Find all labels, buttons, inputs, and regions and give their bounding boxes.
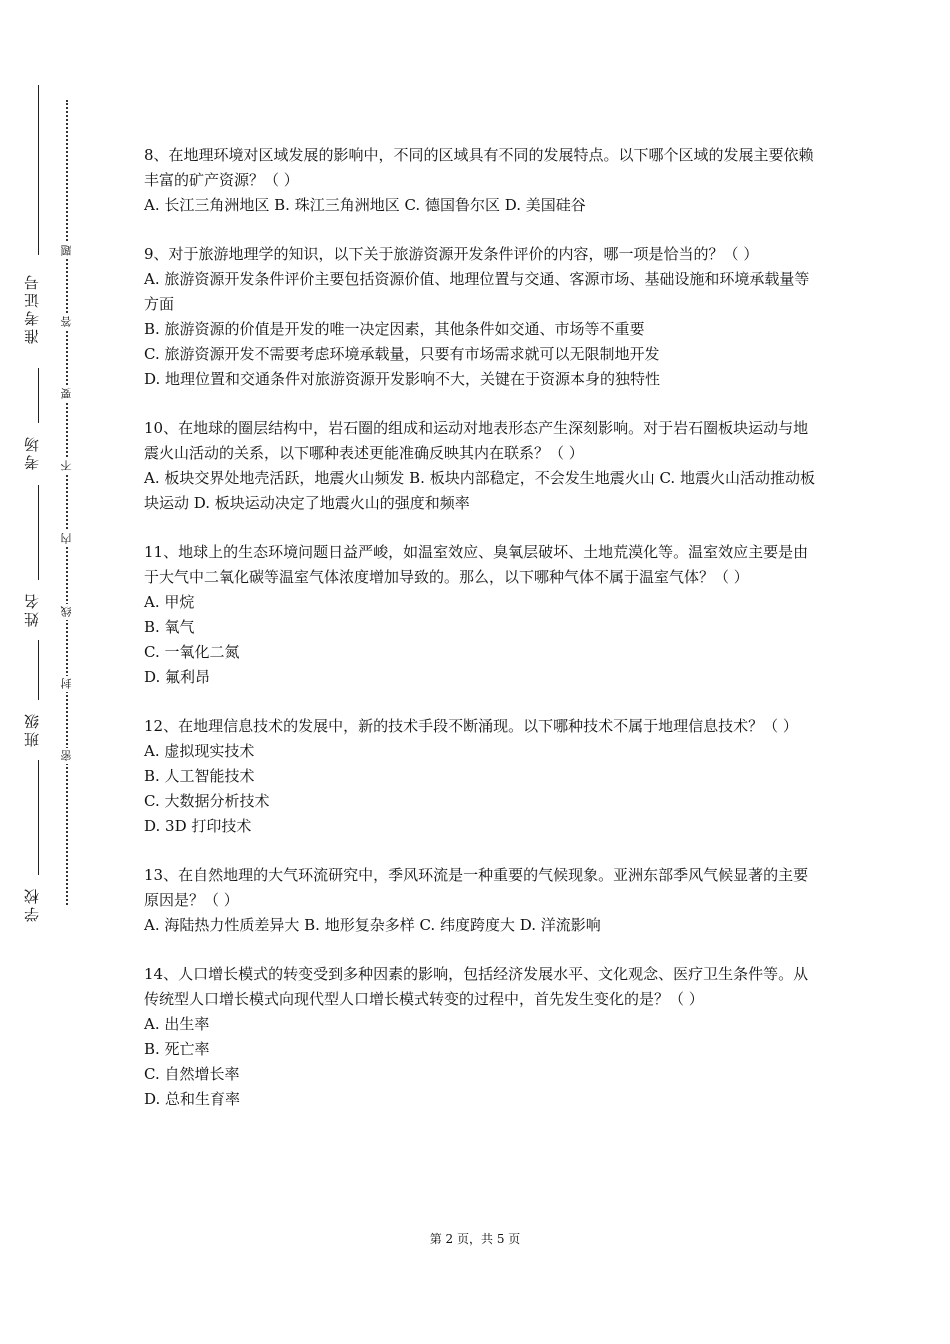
seal-char: 不 [59, 458, 73, 474]
option-text: A. 长江三角洲地区 B. 珠江三角洲地区 C. 德国鲁尔区 D. 美国硅谷 [144, 196, 586, 214]
school-field [22, 760, 44, 930]
option-b: B. 死亡率 [144, 1040, 210, 1058]
seal-char: 要 [59, 386, 73, 402]
option-d: D. 地理位置和交通条件对旅游资源开发影响不大，关键在于资源本身的独特性 [144, 370, 661, 388]
seal-char: 内 [59, 531, 73, 547]
option-a: A. 旅游资源开发条件评价主要包括资源价值、地理位置与交通、客源市场、基础设施和环境承载量等方面 [144, 270, 810, 313]
seal-char: 答 [59, 314, 73, 330]
name-line [38, 485, 39, 580]
seal-char: 密 [59, 748, 73, 764]
question-options [144, 193, 816, 218]
exam-id-field [22, 85, 44, 363]
question-stem: 12、在地理信息技术的发展中，新的技术手段不断涌现。以下哪种技术不属于地理信息技术？（ ） [144, 717, 798, 735]
option-a: A. 甲烷 [144, 593, 195, 611]
question-options [144, 267, 816, 392]
class-label: 班级 [23, 711, 41, 747]
room-field [22, 368, 44, 478]
seal-char: 线 [59, 604, 73, 620]
exam-id-line [38, 85, 39, 255]
page-number: 第 2 页，共 5 页 [429, 1232, 521, 1246]
option-text: A. 海陆热力性质差异大 B. 地形复杂多样 C. 纬度跨度大 D. 洋流影响 [144, 916, 601, 934]
room-label: 考场 [23, 434, 41, 470]
question-item [144, 143, 816, 218]
binding-strip [0, 0, 90, 1344]
question-stem: 11、地球上的生态环境问题日益严峻，如温室效应、臭氧层破坏、土地荒漠化等。温室效应主要是由于大气中二氧化碳等温室气体浓度增加导致的。那么，以下哪种气体不属于温室气体？（ ） [144, 543, 809, 586]
option-c: C. 大数据分析技术 [144, 792, 270, 810]
option-d: D. 3D 打印技术 [144, 817, 252, 835]
question-stem: 9、对于旅游地理学的知识，以下关于旅游资源开发条件评价的内容，哪一项是恰当的？（ ） [144, 245, 759, 263]
question-item [144, 714, 816, 839]
option-a: A. 出生率 [144, 1015, 210, 1033]
question-item [144, 242, 816, 392]
question-item [144, 962, 816, 1112]
option-c: C. 一氧化二氮 [144, 643, 240, 661]
question-options [144, 466, 816, 516]
question-options [144, 739, 816, 839]
question-stem: 8、在地理环境对区域发展的影响中，不同的区域具有不同的发展特点。以下哪个区域的发展主要依赖丰富的矿产资源？（ ） [144, 146, 814, 189]
option-d: D. 氟利昂 [144, 668, 211, 686]
school-label: 学校 [23, 886, 41, 922]
option-b: B. 氧气 [144, 618, 195, 636]
option-b: B. 旅游资源的价值是开发的唯一决定因素，其他条件如交通、市场等不重要 [144, 320, 645, 338]
question-list [144, 143, 816, 1136]
option-b: B. 人工智能技术 [144, 767, 255, 785]
question-stem: 14、人口增长模式的转变受到多种因素的影响，包括经济发展水平、文化观念、医疗卫生条件等。从传统型人口增长模式向现代型人口增长模式转变的过程中，首先发生变化的是？（ ） [144, 965, 809, 1008]
class-field [22, 640, 44, 755]
option-c: C. 旅游资源开发不需要考虑环境承载量，只要有市场需求就可以无限制地开发 [144, 345, 660, 363]
name-label: 姓名 [23, 591, 41, 627]
question-options [144, 1012, 816, 1112]
question-item [144, 416, 816, 516]
question-stem: 13、在自然地理的大气环流研究中，季风环流是一种重要的气候现象。亚洲东部季风气候显著的主要原因是？（ ） [144, 866, 809, 909]
question-stem: 10、在地球的圈层结构中，岩石圈的组成和运动对地表形态产生深刻影响。对于岩石圈板块运动与地震火山活动的关系，以下哪种表述更能准确反映其内在联系？（ ） [144, 419, 809, 462]
seal-char: 题 [59, 243, 73, 259]
name-field [22, 485, 44, 635]
option-c: C. 自然增长率 [144, 1065, 240, 1083]
class-line [38, 640, 39, 700]
option-a: A. 虚拟现实技术 [144, 742, 255, 760]
room-line [38, 368, 39, 423]
question-item [144, 863, 816, 938]
option-d: D. 总和生育率 [144, 1090, 241, 1108]
question-options [144, 913, 816, 938]
exam-id-label: 准考证号 [23, 272, 41, 344]
question-options [144, 590, 816, 690]
school-line [38, 760, 39, 875]
question-item [144, 540, 816, 690]
seal-dotted-line [66, 100, 68, 905]
option-text: A. 板块交界处地壳活跃，地震火山频发 B. 板块内部稳定，不会发生地震火山 C. 地震火山活动推动板块运动 D. 板块运动决定了地震火山的强度和频率 [144, 469, 815, 512]
seal-char: 封 [59, 676, 73, 692]
